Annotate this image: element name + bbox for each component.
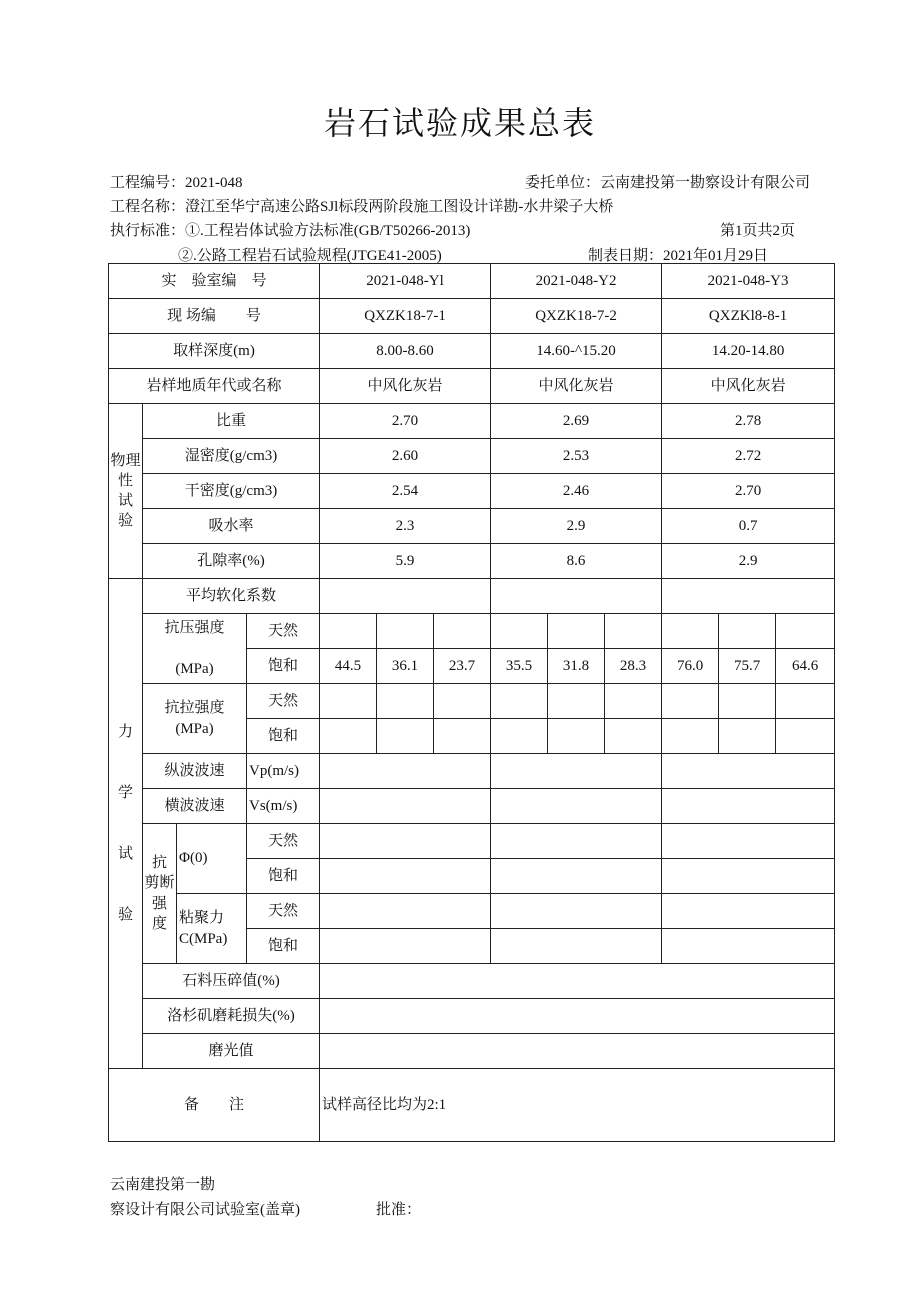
tensile-natural-cell — [776, 684, 835, 719]
label-line: 抗压强度 — [164, 620, 225, 637]
shear-cell — [491, 859, 662, 894]
dry-density-label: 干密度(g/cm3) — [143, 474, 320, 509]
tensile-natural-cell — [605, 684, 662, 719]
s-wave-label: 横波波速 — [143, 789, 247, 824]
tensile-saturated-cell — [548, 719, 605, 754]
depth-3: 14.20-14.80 — [662, 334, 835, 369]
saturated-label: 饱和 — [247, 859, 320, 894]
table-row — [109, 264, 835, 299]
table-row — [109, 369, 835, 404]
natural-label: 天然 — [247, 684, 320, 719]
lab-number-2: 2021-048-Y2 — [491, 264, 662, 299]
compressive-natural-cell — [434, 614, 491, 649]
natural-label: 天然 — [247, 894, 320, 929]
p-wave-label: 纵波波速 — [143, 754, 247, 789]
tensile-natural-cell — [548, 684, 605, 719]
shear-cell — [491, 929, 662, 964]
compressive-strength-label — [143, 614, 247, 684]
shear-cell — [662, 859, 835, 894]
compressive-saturated-value: 36.1 — [377, 649, 434, 684]
page-title: 岩石试验成果总表 — [323, 105, 596, 141]
shear-cell — [320, 894, 491, 929]
group-label-line: 力 — [117, 724, 133, 741]
specific-gravity-label: 比重 — [143, 404, 320, 439]
porosity-2: 8.6 — [491, 544, 662, 579]
standard-2: ②.公路工程岩石试验规程(JTGE41-2005) — [178, 248, 442, 264]
tensile-saturated-cell — [491, 719, 548, 754]
compressive-saturated-value: 35.5 — [491, 649, 548, 684]
table-row — [109, 789, 835, 824]
water-absorption-2: 2.9 — [491, 509, 662, 544]
natural-label: 天然 — [247, 824, 320, 859]
label-line: 粘聚力 — [179, 910, 225, 927]
table-row — [109, 754, 835, 789]
softening-coefficient-3 — [662, 579, 835, 614]
rock-name-2: 中风化灰岩 — [491, 369, 662, 404]
approval-label: 批准： — [376, 1202, 422, 1218]
natural-label: 天然 — [247, 614, 320, 649]
s-wave-2 — [491, 789, 662, 824]
abrasion-loss-cell — [320, 999, 835, 1034]
softening-coefficient-label: 平均软化系数 — [143, 579, 320, 614]
project-number: 工程编号：2021-048 — [110, 175, 243, 191]
s-wave-unit: Vs(m/s) — [247, 789, 320, 824]
remark-value: 试样高径比均为2:1 — [320, 1069, 835, 1142]
water-absorption-1: 2.3 — [320, 509, 491, 544]
table-row — [109, 1069, 835, 1142]
saturated-label: 饱和 — [247, 719, 320, 754]
table-row — [109, 299, 835, 334]
softening-coefficient-2 — [491, 579, 662, 614]
shear-cell — [662, 894, 835, 929]
tensile-natural-cell — [662, 684, 719, 719]
cohesion-label — [177, 894, 247, 964]
polish-value-cell — [320, 1034, 835, 1069]
field-number-1: QXZK18-7-1 — [320, 299, 491, 334]
compressive-saturated-value: 44.5 — [320, 649, 377, 684]
water-absorption-label: 吸水率 — [143, 509, 320, 544]
dry-density-2: 2.46 — [491, 474, 662, 509]
label-line: 抗拉强度 — [164, 700, 225, 717]
porosity-3: 2.9 — [662, 544, 835, 579]
compressive-natural-cell — [605, 614, 662, 649]
label-line: 强 — [151, 895, 167, 912]
tensile-strength-label — [143, 684, 247, 754]
compressive-natural-cell — [320, 614, 377, 649]
softening-coefficient-1 — [320, 579, 491, 614]
shear-cell — [662, 824, 835, 859]
tensile-saturated-cell — [719, 719, 776, 754]
remark-label: 备 注 — [109, 1069, 320, 1142]
table-row — [109, 999, 835, 1034]
rock-name-3: 中风化灰岩 — [662, 369, 835, 404]
tensile-natural-cell — [491, 684, 548, 719]
group-label-line: 试 — [117, 493, 133, 509]
polish-value-label: 磨光值 — [143, 1034, 320, 1069]
group-label-line: 学 — [117, 785, 133, 801]
depth-label: 取样深度(m) — [109, 334, 320, 369]
compressive-saturated-value: 23.7 — [434, 649, 491, 684]
client: 委托单位：云南建投第一勘察设计有限公司 — [525, 175, 811, 191]
depth-2: 14.60-^15.20 — [491, 334, 662, 369]
porosity-label: 孔隙率(%) — [143, 544, 320, 579]
wet-density-2: 2.53 — [491, 439, 662, 474]
group-label-line: 验 — [117, 513, 133, 530]
label-line: 抗 — [151, 855, 167, 871]
lab-number-1: 2021-048-Yl — [320, 264, 491, 299]
wet-density-label: 湿密度(g/cm3) — [143, 439, 320, 474]
physical-test-group-label — [109, 404, 143, 579]
shear-cell — [491, 824, 662, 859]
dry-density-3: 2.70 — [662, 474, 835, 509]
lab-name-line-1: 云南建投第一勘 — [110, 1177, 216, 1193]
depth-1: 8.00-8.60 — [320, 334, 491, 369]
shear-cell — [320, 824, 491, 859]
wet-density-1: 2.60 — [320, 439, 491, 474]
group-label-line: 试 — [117, 845, 133, 862]
table-row — [109, 824, 835, 859]
group-label-line: 性 — [117, 472, 133, 489]
shear-cell — [320, 929, 491, 964]
label-line: C(MPa) — [179, 930, 228, 947]
friction-angle-label: Φ(0) — [177, 824, 247, 894]
wet-density-3: 2.72 — [662, 439, 835, 474]
compressive-saturated-value: 75.7 — [719, 649, 776, 684]
lab-number-label: 实 验室编 号 — [109, 264, 320, 299]
standard-1: 执行标准：①.工程岩体试验方法标准(GB/T50266-2013) — [110, 223, 471, 239]
water-absorption-3: 0.7 — [662, 509, 835, 544]
label-line: (MPa) — [175, 660, 214, 677]
table-row — [109, 684, 835, 719]
compressive-saturated-value: 76.0 — [662, 649, 719, 684]
compressive-natural-cell — [548, 614, 605, 649]
group-label-line: 验 — [117, 906, 133, 923]
tensile-saturated-cell — [605, 719, 662, 754]
tensile-saturated-cell — [320, 719, 377, 754]
porosity-1: 5.9 — [320, 544, 491, 579]
lab-name-line-2: 察设计有限公司试验室(盖章) — [110, 1202, 300, 1218]
shear-cell — [662, 929, 835, 964]
compressive-natural-cell — [719, 614, 776, 649]
abrasion-loss-label: 洛杉矶磨耗损失(%) — [143, 999, 320, 1034]
tensile-natural-cell — [377, 684, 434, 719]
specific-gravity-2: 2.69 — [491, 404, 662, 439]
crushing-value-cell — [320, 964, 835, 999]
tensile-natural-cell — [719, 684, 776, 719]
shear-cell — [320, 859, 491, 894]
label-line: (MPa) — [175, 720, 214, 737]
table-row — [109, 579, 835, 614]
p-wave-1 — [320, 754, 491, 789]
tensile-saturated-cell — [776, 719, 835, 754]
compressive-natural-cell — [662, 614, 719, 649]
label-line: 度 — [151, 915, 167, 932]
specific-gravity-3: 2.78 — [662, 404, 835, 439]
table-row — [109, 544, 835, 579]
page-indicator: 第1页共2页 — [720, 223, 796, 239]
compressive-natural-cell — [491, 614, 548, 649]
lab-number-3: 2021-048-Y3 — [662, 264, 835, 299]
specific-gravity-1: 2.70 — [320, 404, 491, 439]
table-row — [109, 964, 835, 999]
table-row — [109, 894, 835, 929]
s-wave-3 — [662, 789, 835, 824]
table-date: 制表日期：2021年01月29日 — [588, 248, 769, 264]
table-row — [109, 334, 835, 369]
rock-name-1: 中风化灰岩 — [320, 369, 491, 404]
compressive-saturated-value: 28.3 — [605, 649, 662, 684]
rock-name-label: 岩样地质年代或名称 — [109, 369, 320, 404]
tensile-saturated-cell — [662, 719, 719, 754]
tensile-natural-cell — [434, 684, 491, 719]
compressive-saturated-value: 64.6 — [776, 649, 835, 684]
p-wave-unit: Vp(m/s) — [247, 754, 320, 789]
saturated-label: 饱和 — [247, 649, 320, 684]
group-label-line: 物理 — [110, 452, 141, 469]
shear-cell — [491, 894, 662, 929]
tensile-natural-cell — [320, 684, 377, 719]
results-table — [108, 263, 835, 1142]
table-row — [109, 404, 835, 439]
label-line: 剪断 — [144, 875, 175, 892]
field-number-label: 现 场编 号 — [109, 299, 320, 334]
table-row — [109, 509, 835, 544]
table-row — [109, 439, 835, 474]
field-number-2: QXZK18-7-2 — [491, 299, 662, 334]
tensile-saturated-cell — [377, 719, 434, 754]
compressive-saturated-value: 31.8 — [548, 649, 605, 684]
field-number-3: QXZKl8-8-1 — [662, 299, 835, 334]
saturated-label: 饱和 — [247, 929, 320, 964]
tensile-saturated-cell — [434, 719, 491, 754]
p-wave-3 — [662, 754, 835, 789]
compressive-natural-cell — [776, 614, 835, 649]
dry-density-1: 2.54 — [320, 474, 491, 509]
shear-strength-label — [143, 824, 177, 964]
mechanical-test-group-label — [109, 579, 143, 1069]
compressive-natural-cell — [377, 614, 434, 649]
project-name: 工程名称：澄江至华宁高速公路SJl标段两阶段施工图设计详勘-水井梁子大桥 — [110, 199, 614, 215]
table-row — [109, 614, 835, 649]
crushing-value-label: 石料压碎值(%) — [143, 964, 320, 999]
table-row — [109, 1034, 835, 1069]
table-row — [109, 474, 835, 509]
s-wave-1 — [320, 789, 491, 824]
p-wave-2 — [491, 754, 662, 789]
